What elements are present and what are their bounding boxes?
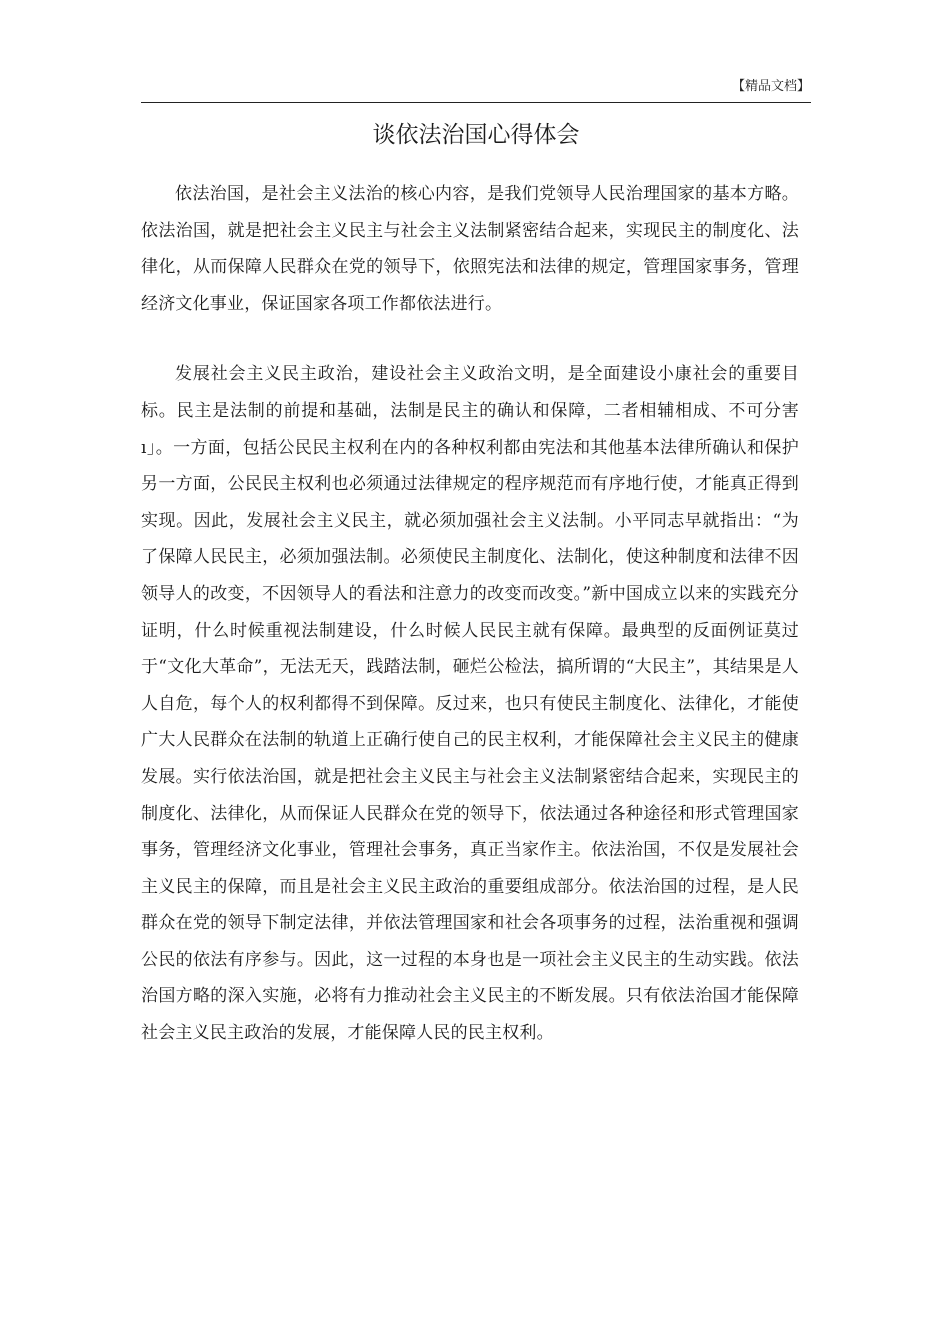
paragraph-2: 发展社会主义民主政治，建设社会主义政治文明，是全面建设小康社会的重要目标。民主是法制的前提和基础，法制是民主的确认和保障，二者相辅相成、不可分害ı」。一方面，包括公民民主权利在内的各种权利都由宪法和其他基本法律所确认和保护另一方面，公民民主权利也必须通过法律规定的程序规范而有序地行使，才能真正得到实现。因此，发展社会主义民主，就必须加强社会主义法制。小平同志早就指出：“为了保障人民民主，必须加强法制。必须使民主制度化、法制化，使这种制度和法律不因领导人的改变，不因领导人的看法和注意力的改变而改变。”新中国成立以来的实践充分证明，什么时候重视法制建设，什么时候人民民主就有保障。最典型的反面例证莫过于“文化大革命”，无法无天，践踏法制，砸烂公检法，搞所谓的“大民主”，其结果是人人自危，每个人的权利都得不到保障。反过来，也只有使民主制度化、法律化，才能使广大人民群众在法制的轨道上正确行使自己的民主权利，才能保障社会主义民主的健康发展。实行依法治国，就是把社会主义民主与社会主义法制紧密结合起来，实现民主的制度化、法律化，从而保证人民群众在党的领导下，依法通过各种途径和形式管理国家事务，管理经济文化事业，管理社会事务，真正当家作主。依法治国，不仅是发展社会主义民主的保障，而且是社会主义民主政治的重要组成部分。依法治国的过程，是人民群众在党的领导下制定法律，并依法管理国家和社会各项事务的过程，法治重视和强调公民的依法有序参与。因此，这一过程的本身也是一项社会主义民主的生动实践。依法治国方略的深入实施，必将有力推动社会主义民主的不断发展。只有依法治国才能保障社会主义民主政治的发展，才能保障人民的民主权利。 — [141, 364, 799, 1044]
document-body — [141, 176, 799, 1052]
header-tag: 【精品文档】 — [731, 79, 810, 94]
header-divider — [141, 102, 811, 103]
document-title: 谈依法治国心得体会 — [372, 122, 580, 148]
paragraph-1: 依法治国，是社会主义法治的核心内容，是我们党领导人民治理国家的基本方略。依法治国，就是把社会主义民主与社会主义法制紧密结合起来，实现民主的制度化、法律化，从而保障人民群众在党的领导下，依照宪法和法律的规定，管理国家事务，管理经济文化事业，保证国家各项工作都依法进行。 — [141, 184, 799, 314]
